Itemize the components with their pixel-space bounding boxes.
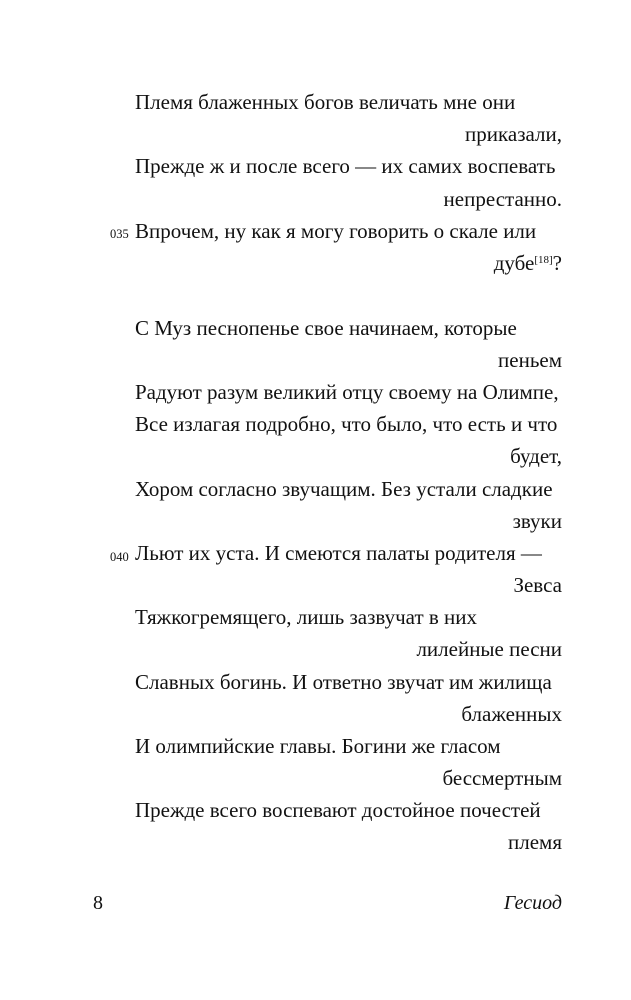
verse-line-continuation: лилейные песни (416, 637, 562, 661)
verse-line-continuation: Зевса (513, 573, 562, 597)
verse-line-continuation: приказали, (465, 122, 562, 146)
verse-line-continuation: блаженных (461, 702, 562, 726)
verse-punctuation: ? (552, 251, 562, 275)
verse-line: Льют их уста. И смеются палаты родителя — (135, 541, 542, 565)
verse-line: И олимпийские главы. Богини же гласом (135, 734, 501, 758)
verse-line-continuation: будет, (510, 444, 562, 468)
line-number: 040 (110, 550, 129, 564)
verse-line: Тяжкогремящего, лишь зазвучат в них (135, 605, 478, 629)
verse-line-continuation: племя (508, 830, 562, 854)
verse-line-continuation (494, 250, 562, 276)
verse-line-continuation: непрестанно. (443, 187, 562, 211)
verse-line: Все излагая подробно, что было, что есть и что (135, 412, 558, 436)
verse-line: Радуют разум великий отцу своему на Олимпе, (135, 380, 559, 404)
verse-line: Племя блаженных богов величать мне они (135, 90, 516, 114)
verse-line: Славных богинь. И ответно звучат им жилища (135, 670, 552, 694)
verse-line: Прежде ж и после всего — их самих воспевать (135, 154, 556, 178)
line-number: 035 (110, 227, 129, 241)
running-footer-author: Гесиод (503, 892, 562, 914)
verse-line: Хором согласно звучащим. Без устали сладкие (135, 477, 553, 501)
verse-line-continuation: бессмертным (442, 766, 562, 790)
page-number: 8 (93, 892, 103, 914)
verse-line: С Муз песнопенье свое начинаем, которые (135, 316, 517, 340)
verse-line-continuation: звуки (512, 509, 562, 533)
footnote-ref[interactable]: [18] (534, 254, 553, 266)
verse-line-continuation: пеньем (498, 348, 562, 372)
verse-line: Прежде всего воспевают достойное почестей (135, 798, 541, 822)
verse-line: Впрочем, ну как я могу говорить о скале или (135, 219, 537, 243)
verse-word: дубе (493, 251, 535, 275)
